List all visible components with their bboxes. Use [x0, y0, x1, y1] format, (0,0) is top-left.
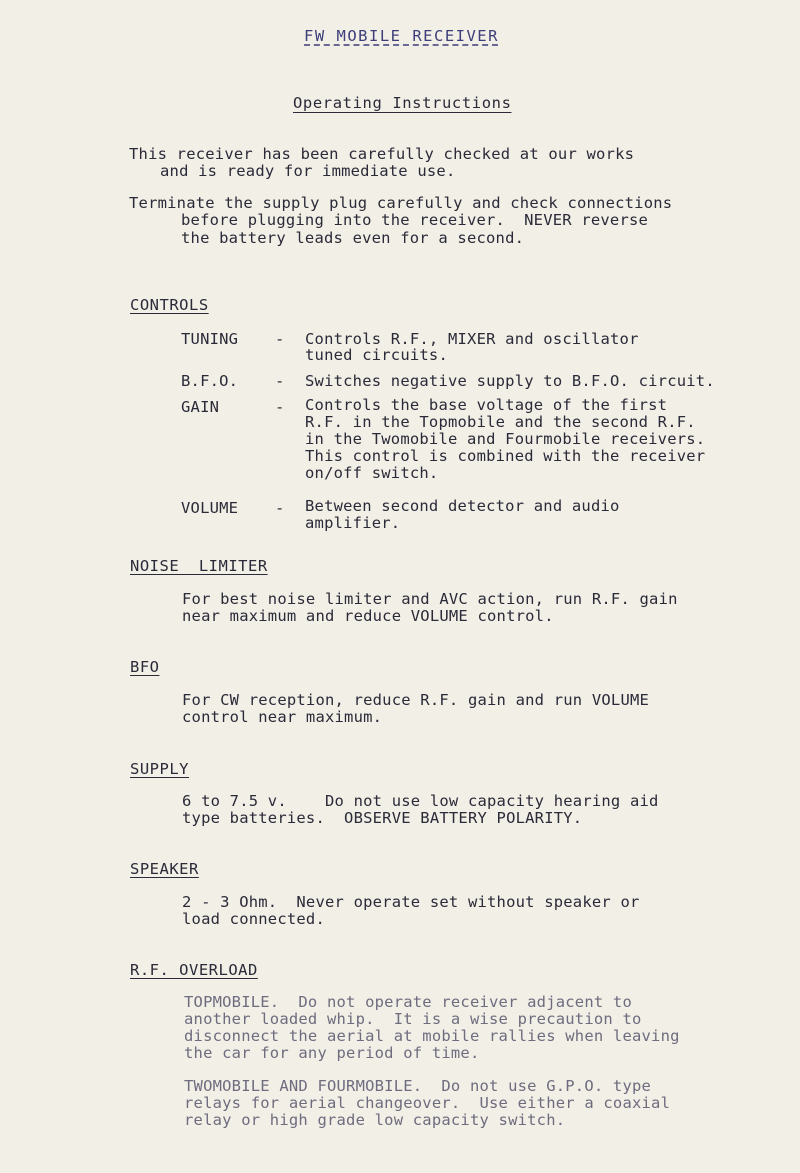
- control-desc-line: Controls R.F., MIXER and oscillator: [305, 330, 639, 348]
- control-desc-line: This control is combined with the receiver: [305, 447, 706, 465]
- control-name-tuning: TUNING: [181, 330, 239, 348]
- dash-separator: -: [275, 398, 285, 416]
- section-heading-speaker: SPEAKER: [130, 860, 199, 878]
- control-desc-line: in the Twomobile and Fourmobile receivers.: [305, 430, 706, 448]
- dash-separator: -: [275, 330, 285, 348]
- section-body-line: control near maximum.: [182, 708, 383, 726]
- control-name-volume: VOLUME: [181, 499, 239, 517]
- section-body-line: TOPMOBILE. Do not operate receiver adjacent to: [184, 993, 632, 1011]
- section-body-line: For CW reception, reduce R.F. gain and run VOLUME: [182, 691, 650, 709]
- control-desc-line: Controls the base voltage of the first: [305, 396, 668, 414]
- control-name-gain: GAIN: [181, 398, 220, 416]
- section-body-line: relay or high grade low capacity switch.: [184, 1111, 566, 1129]
- section-body-line: relays for aerial changeover. Use either a coaxial: [184, 1094, 671, 1112]
- section-heading-supply: SUPPLY: [130, 760, 189, 778]
- section-body-line: type batteries. OBSERVE BATTERY POLARITY.: [182, 809, 583, 827]
- section-heading-controls: CONTROLS: [130, 296, 209, 314]
- control-desc-line: Switches negative supply to B.F.O. circuit.: [305, 372, 715, 390]
- section-heading-bfo: BFO: [130, 658, 160, 676]
- intro-line: and is ready for immediate use.: [160, 162, 456, 180]
- dash-separator: -: [275, 372, 285, 390]
- control-desc-line: tuned circuits.: [305, 346, 448, 364]
- section-body-line: TWOMOBILE AND FOURMOBILE. Do not use G.P.O. type: [184, 1077, 652, 1095]
- control-desc-line: R.F. in the Topmobile and the second R.F.: [305, 413, 696, 431]
- intro-line: Terminate the supply plug carefully and check connections: [129, 194, 673, 212]
- section-body-line: disconnect the aerial at mobile rallies when leaving: [184, 1027, 680, 1045]
- control-desc-line: amplifier.: [305, 514, 401, 532]
- section-body-line: another loaded whip. It is a wise precaution to: [184, 1010, 642, 1028]
- section-heading-noise-limiter: NOISE LIMITER: [130, 557, 268, 575]
- dash-separator: -: [275, 499, 285, 517]
- section-body-line: For best noise limiter and AVC action, run R.F. gain: [182, 590, 678, 608]
- section-heading-rf-overload: R.F. OVERLOAD: [130, 961, 258, 979]
- control-desc-line: on/off switch.: [305, 464, 439, 482]
- section-body-line: load connected.: [182, 910, 325, 928]
- intro-line: the battery leads even for a second.: [181, 229, 525, 247]
- section-body-line: the car for any period of time.: [184, 1044, 480, 1062]
- section-body-line: 6 to 7.5 v. Do not use low capacity hearing aid: [182, 792, 659, 810]
- intro-line: before plugging into the receiver. NEVER reverse: [181, 211, 649, 229]
- intro-line: This receiver has been carefully checked at our works: [129, 145, 635, 163]
- section-body-line: near maximum and reduce VOLUME control.: [182, 607, 554, 625]
- control-desc-line: Between second detector and audio: [305, 497, 620, 515]
- section-body-line: 2 - 3 Ohm. Never operate set without speaker or: [182, 893, 640, 911]
- control-name-bfo: B.F.O.: [181, 372, 239, 390]
- document-subtitle: Operating Instructions: [293, 94, 512, 112]
- document-title: FW MOBILE RECEIVER: [304, 27, 499, 45]
